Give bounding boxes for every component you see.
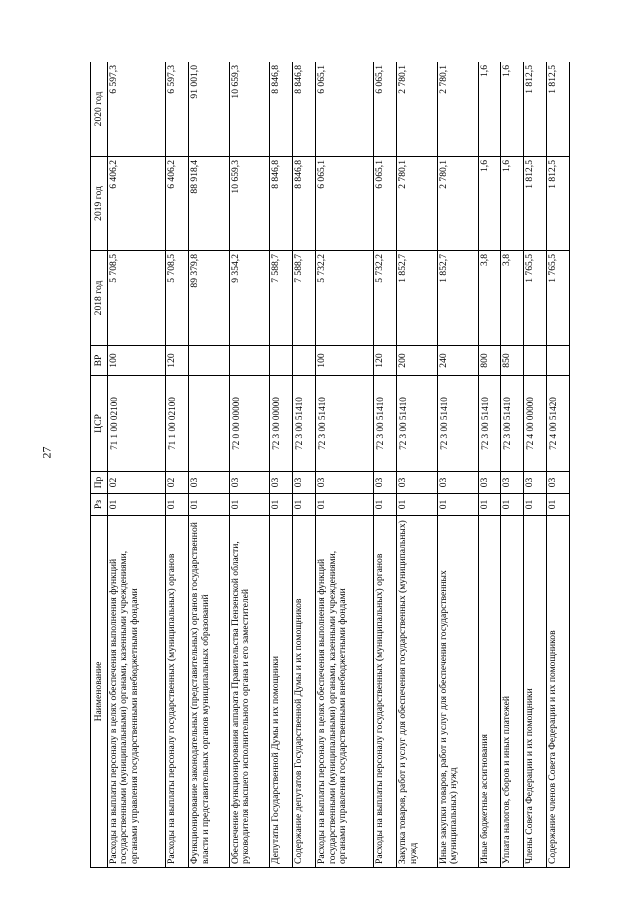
table-row	[374, 62, 397, 868]
row-csr: 72 3 00 51410	[374, 376, 397, 472]
row-2020: 1 812,5	[547, 62, 570, 157]
row-rz: 01	[437, 494, 478, 516]
row-name: Иные закупки товаров, работ и услуг для обеспечения государственных (муниципальных) нужд	[437, 516, 478, 868]
row-csr: 72 4 00 51420	[547, 376, 570, 472]
header-vr: ВР	[91, 346, 108, 376]
row-name: Обеспечение функционирования аппарата Правительства Пензенской области, руководителя высшего исполнительного органа и его заместителей	[229, 516, 270, 868]
row-2018: 5 732,2	[374, 251, 397, 346]
row-csr: 71 1 00 02100	[166, 376, 189, 472]
row-pr: 03	[397, 472, 438, 494]
row-rz: 01	[293, 494, 316, 516]
row-2020: 6 065,1	[374, 62, 397, 157]
row-pr: 03	[524, 472, 547, 494]
row-csr: 72 4 00 00000	[524, 376, 547, 472]
row-pr: 03	[437, 472, 478, 494]
row-pr: 03	[316, 472, 374, 494]
row-2020: 2 780,1	[437, 62, 478, 157]
row-2019: 1,6	[501, 157, 524, 251]
row-pr: 03	[189, 472, 230, 494]
row-2019: 2 780,1	[397, 157, 438, 251]
header-rz: Рз	[91, 494, 108, 516]
row-vr: 120	[374, 346, 397, 376]
row-vr: 100	[108, 346, 166, 376]
row-2019: 8 846,8	[293, 157, 316, 251]
table-row	[270, 62, 293, 868]
row-2019: 1,6	[478, 157, 501, 251]
table-header-row	[91, 62, 108, 868]
row-pr: 03	[501, 472, 524, 494]
row-csr: 72 3 00 51410	[316, 376, 374, 472]
row-pr: 03	[229, 472, 270, 494]
row-pr: 02	[108, 472, 166, 494]
row-2020: 6 597,3	[166, 62, 189, 157]
header-name: Наименование	[91, 516, 108, 868]
row-2019: 6 406,2	[108, 157, 166, 251]
table-row	[478, 62, 501, 868]
row-pr: 03	[547, 472, 570, 494]
row-csr: 72 3 00 51410	[397, 376, 438, 472]
row-2018: 7 588,7	[293, 251, 316, 346]
row-pr: 03	[374, 472, 397, 494]
row-2019: 6 065,1	[316, 157, 374, 251]
table-row	[316, 62, 374, 868]
row-name: Депутаты Государственной Думы и их помощники	[270, 516, 293, 868]
row-rz: 01	[524, 494, 547, 516]
row-2018: 1 852,7	[437, 251, 478, 346]
row-2019: 8 846,8	[270, 157, 293, 251]
row-2018: 1 852,7	[397, 251, 438, 346]
row-rz: 01	[374, 494, 397, 516]
table-row	[166, 62, 189, 868]
row-2020: 2 780,1	[397, 62, 438, 157]
row-2019: 1 812,5	[547, 157, 570, 251]
row-2020: 6 065,1	[316, 62, 374, 157]
header-pr: Пр	[91, 472, 108, 494]
row-2020: 1 812,5	[524, 62, 547, 157]
row-2018: 7 588,7	[270, 251, 293, 346]
row-2019: 1 812,5	[524, 157, 547, 251]
row-pr: 03	[293, 472, 316, 494]
row-2020: 91 001,0	[189, 62, 230, 157]
row-csr: 71 1 00 02100	[108, 376, 166, 472]
row-rz: 01	[229, 494, 270, 516]
row-vr	[293, 346, 316, 376]
table-row	[524, 62, 547, 868]
row-vr	[524, 346, 547, 376]
header-csr: ЦСР	[91, 376, 108, 472]
table-row	[293, 62, 316, 868]
row-2020: 1,6	[501, 62, 524, 157]
row-csr: 72 0 00 00000	[229, 376, 270, 472]
row-2019: 88 918,4	[189, 157, 230, 251]
row-2018: 9 354,2	[229, 251, 270, 346]
rotated-table-frame	[90, 62, 570, 868]
row-2019: 10 659,3	[229, 157, 270, 251]
header-2018: 2018 год	[91, 251, 108, 346]
row-name: Иные бюджетные ассигнования	[478, 516, 501, 868]
row-2018: 5 708,5	[108, 251, 166, 346]
row-rz: 01	[316, 494, 374, 516]
row-name: Содержание депутатов Государственной Думы и их помощников	[293, 516, 316, 868]
row-csr: 72 3 00 51410	[293, 376, 316, 472]
row-vr: 800	[478, 346, 501, 376]
row-vr: 850	[501, 346, 524, 376]
budget-table-container	[90, 62, 570, 868]
table-row	[437, 62, 478, 868]
row-2020: 8 846,8	[270, 62, 293, 157]
table-body	[108, 62, 570, 868]
row-2018: 3,8	[501, 251, 524, 346]
row-vr: 100	[316, 346, 374, 376]
row-rz: 01	[189, 494, 230, 516]
row-rz: 01	[397, 494, 438, 516]
row-vr	[229, 346, 270, 376]
row-csr: 72 3 00 51410	[478, 376, 501, 472]
row-2018: 89 379,8	[189, 251, 230, 346]
row-rz: 01	[270, 494, 293, 516]
row-2018: 1 765,5	[524, 251, 547, 346]
row-rz: 01	[166, 494, 189, 516]
row-name: Функционирование законодательных (представительных) органов государственной власти и представительных органов муниципальных образований	[189, 516, 230, 868]
row-vr	[547, 346, 570, 376]
row-2020: 1,6	[478, 62, 501, 157]
row-vr: 240	[437, 346, 478, 376]
row-2019: 6 065,1	[374, 157, 397, 251]
header-2019: 2019 год	[91, 157, 108, 251]
row-name: Расходы на выплаты персоналу государственных (муниципальных) органов	[374, 516, 397, 868]
row-name: Расходы на выплаты персоналу государственных (муниципальных) органов	[166, 516, 189, 868]
table-row	[229, 62, 270, 868]
table-row	[189, 62, 230, 868]
row-rz: 01	[501, 494, 524, 516]
row-2018: 3,8	[478, 251, 501, 346]
row-csr: 72 3 00 51410	[437, 376, 478, 472]
row-rz: 01	[108, 494, 166, 516]
row-name: Содержание членов Совета Федерации и их помощников	[547, 516, 570, 868]
row-name: Члены Совета Федерации и их помощники	[524, 516, 547, 868]
table-row	[108, 62, 166, 868]
table-row	[501, 62, 524, 868]
row-vr	[189, 346, 230, 376]
row-csr: 72 3 00 51410	[501, 376, 524, 472]
row-csr	[189, 376, 230, 472]
row-pr: 02	[166, 472, 189, 494]
row-vr	[270, 346, 293, 376]
row-pr: 03	[270, 472, 293, 494]
row-rz: 01	[478, 494, 501, 516]
row-vr: 200	[397, 346, 438, 376]
row-name: Расходы на выплаты персоналу в целях обеспечения выполнения функций государственными (муниципальными) органами, казенными учреждениями, органами управления государственными внебюджетными фондами	[108, 516, 166, 868]
row-csr: 72 3 00 00000	[270, 376, 293, 472]
row-rz: 01	[547, 494, 570, 516]
row-2018: 5 732,2	[316, 251, 374, 346]
budget-table	[90, 62, 570, 868]
row-2019: 2 780,1	[437, 157, 478, 251]
row-name: Уплата налогов, сборов и иных платежей	[501, 516, 524, 868]
row-2018: 1 765,5	[547, 251, 570, 346]
row-2019: 6 406,2	[166, 157, 189, 251]
row-pr: 03	[478, 472, 501, 494]
page-number: 27	[39, 446, 54, 459]
row-2020: 6 597,3	[108, 62, 166, 157]
row-name: Расходы на выплаты персоналу в целях обеспечения выполнения функций государственными (муниципальными) органами, казенными учреждениями, органами управления государственными внебюджетными фондами	[316, 516, 374, 868]
row-2020: 8 846,8	[293, 62, 316, 157]
row-2018: 5 708,5	[166, 251, 189, 346]
header-2020: 2020 год	[91, 62, 108, 157]
table-row	[397, 62, 438, 868]
row-2020: 10 659,3	[229, 62, 270, 157]
row-name: Закупка товаров, работ и услуг для обеспечения государственных (муниципальных) нужд	[397, 516, 438, 868]
row-vr: 120	[166, 346, 189, 376]
table-row	[547, 62, 570, 868]
